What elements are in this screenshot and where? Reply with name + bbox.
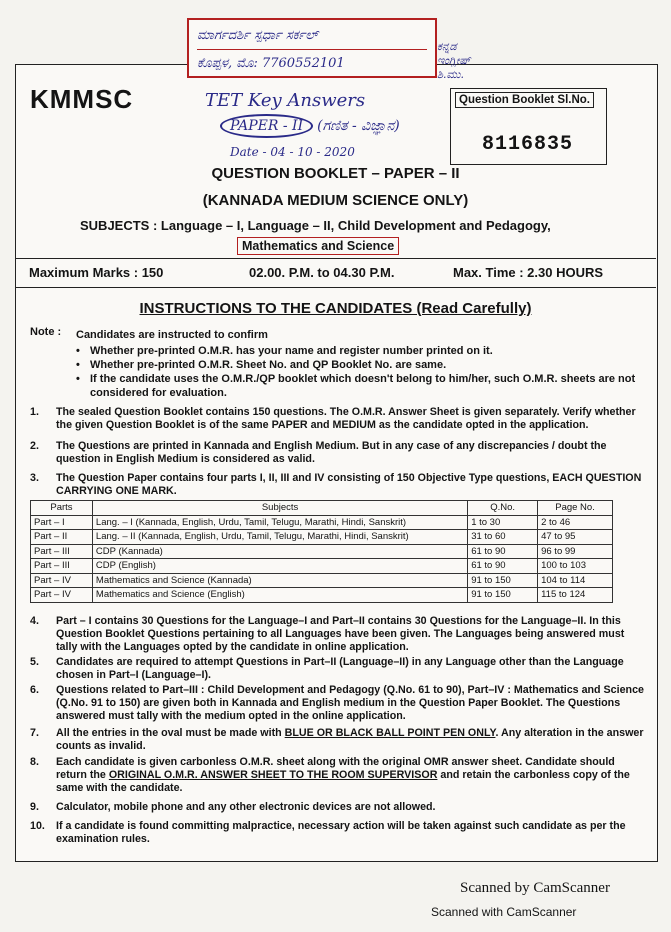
table-cell: 61 to 90 bbox=[468, 559, 538, 574]
stamp-side-2: ಇಂಗ್ಲೀಷ್ bbox=[437, 54, 471, 67]
table-cell: 96 to 99 bbox=[538, 544, 613, 559]
table-row bbox=[31, 515, 613, 530]
table-cell: 104 to 114 bbox=[538, 573, 613, 588]
table-cell: 2 to 46 bbox=[538, 515, 613, 530]
table-cell: Lang. – II (Kannada, English, Urdu, Tamil, Telugu, Marathi, Hindi, Sanskrit) bbox=[92, 530, 467, 545]
table-cell: Part – III bbox=[31, 544, 93, 559]
table-cell: Part – I bbox=[31, 515, 93, 530]
exam-info-bar bbox=[15, 258, 656, 288]
column-header: Parts bbox=[31, 501, 93, 516]
table-cell: 115 to 124 bbox=[538, 588, 613, 603]
note-lead: Candidates are instructed to confirm bbox=[76, 329, 268, 341]
instruction-text: . Any alteration in the answer counts as invalid. bbox=[56, 727, 644, 752]
handwritten-date: Date - 04 - 10 - 2020 bbox=[230, 145, 355, 159]
serial-number-label: Question Booklet Sl.No. bbox=[455, 92, 594, 108]
instruction-3: 3. The Question Paper contains four parts I, II, III and IV consisting of 150 Objective Type questions, EACH QUESTION CARRYING ONE MARK. bbox=[30, 472, 642, 497]
handwritten-paper-line bbox=[220, 118, 400, 134]
table-cell: Part – IV bbox=[31, 573, 93, 588]
instructions-heading bbox=[0, 300, 671, 317]
booklet-title: QUESTION BOOKLET – PAPER – II bbox=[211, 165, 460, 182]
scanned-with-watermark: Scanned with CamScanner bbox=[431, 905, 577, 919]
note-bullets bbox=[76, 344, 646, 400]
booklet-subtitle: (KANNADA MEDIUM SCIENCE ONLY) bbox=[202, 192, 469, 209]
list-item: • Whether pre-printed O.M.R. Sheet No. and QP Booklet No. are same. bbox=[76, 358, 646, 372]
table-cell: 1 to 30 bbox=[468, 515, 538, 530]
instruction-text: All the entries in the oval must be made with bbox=[56, 727, 285, 739]
instruction-underlined: BLUE OR BLACK BALL POINT PEN ONLY bbox=[284, 727, 496, 739]
instructions-heading-text: INSTRUCTIONS TO THE CANDIDATES (Read Carefully) bbox=[139, 300, 532, 317]
instruction-text: and retain the carbonless copy of the same with the candidate. bbox=[56, 769, 630, 794]
table-cell: Mathematics and Science (Kannada) bbox=[92, 573, 467, 588]
table-cell: 91 to 150 bbox=[468, 573, 538, 588]
table-cell: Part – II bbox=[31, 530, 93, 545]
instruction-1: 1. The sealed Question Booklet contains 150 questions. The O.M.R. Answer Sheet is given separately. Verify whether the given Question Booklet is of the same PAPER and MEDIUM as the candidate opted in the application. bbox=[30, 406, 636, 431]
instruction-2: 2. The Questions are printed in Kannada and English Medium. But in any case of any discrepancies / doubt the question in English Medium is considered as valid. bbox=[30, 440, 607, 465]
handwritten-paper: PAPER - II bbox=[220, 114, 313, 138]
table-row bbox=[31, 559, 613, 574]
handwritten-subject: (ಗಣಿತ - ವಿಜ್ಞಾನ) bbox=[317, 118, 400, 134]
instruction-6: 6. Questions related to Part–III : Child Development and Pedagogy (Q.No. 61 to 90), Part–IV : Mathematics and Science (Q.No. 91 to 150) are given both in Kannada and English medium in the Question Paper Booklet. The Questions answered must tally with the medium opted in the online application. bbox=[30, 684, 644, 722]
scanned-by-watermark: Scanned by CamScanner bbox=[460, 880, 610, 896]
brand-logo-text: KMMSC bbox=[30, 84, 134, 114]
instruction-9: 9. Calculator, mobile phone and any other electronic devices are not allowed. bbox=[30, 801, 436, 813]
publisher-stamp bbox=[187, 18, 437, 78]
table-cell: CDP (English) bbox=[92, 559, 467, 574]
instruction-10: 10. If a candidate is found committing malpractice, necessary action will be taken against such candidate as per the examination rules. bbox=[30, 820, 626, 845]
table-cell: 100 to 103 bbox=[538, 559, 613, 574]
stamp-side-1: ಕನ್ನಡ bbox=[437, 40, 457, 53]
table-header-row bbox=[31, 501, 613, 516]
instruction-5: 5. Candidates are required to attempt Questions in Part–II (Language–II) in any Language other than the Language chosen in Part–I (Language–I). bbox=[30, 656, 624, 681]
stamp-side-3: ಶಿ.ಮು. bbox=[437, 68, 464, 81]
table-cell: Part – III bbox=[31, 559, 93, 574]
table-row bbox=[31, 530, 613, 545]
instruction-4: 4. Part – I contains 30 Questions for the Language–I and Part–II contains 30 Questions for the Language–II. In this Question Booklet Questions pertaining to all Languages have been given. The Languages being answered must tally with the Languages opted by the candidate in online application. bbox=[30, 615, 625, 653]
instruction-7: 7. All the entries in the oval must be made with BLUE OR BLACK BALL POINT PEN ONLY. Any alteration in the answer counts as invalid. bbox=[30, 727, 644, 752]
table-cell: Part – IV bbox=[31, 588, 93, 603]
max-time: Max. Time : 2.30 HOURS bbox=[453, 265, 604, 280]
table-row bbox=[31, 573, 613, 588]
stamp-line-1: ಮಾರ್ಗದರ್ಶಿ ಸ್ಪರ್ಧಾ ಸರ್ಕಲ್ bbox=[197, 28, 318, 43]
parts-table bbox=[30, 500, 613, 603]
table-cell: 91 to 150 bbox=[468, 588, 538, 603]
stamp-side-text bbox=[437, 40, 471, 82]
table-cell: CDP (Kannada) bbox=[92, 544, 467, 559]
table-cell: 61 to 90 bbox=[468, 544, 538, 559]
handwritten-key-answers: TET Key Answers bbox=[205, 90, 366, 111]
table-row bbox=[31, 544, 613, 559]
table-row bbox=[31, 588, 613, 603]
table-cell: 47 to 95 bbox=[538, 530, 613, 545]
column-header: Subjects bbox=[92, 501, 467, 516]
instruction-underlined: ORIGINAL O.M.R. ANSWER SHEET TO THE ROOM SUPERVISOR bbox=[108, 769, 438, 781]
subjects-highlight: Mathematics and Science bbox=[237, 237, 399, 255]
table-cell: 31 to 60 bbox=[468, 530, 538, 545]
list-item: • If the candidate uses the O.M.R./QP booklet which doesn't belong to him/her, such O.M.R. sheets are not considered for evaluation. bbox=[76, 372, 646, 400]
note-label: Note : bbox=[30, 326, 62, 338]
instruction-8: 8. Each candidate is given carbonless O.M.R. sheet along with the original OMR answer sheet. Candidate should return the ORIGINAL O.M.R. ANSWER SHEET TO THE ROOM SUPERVISOR and retain the carbonless copy of the same with the candidate. bbox=[30, 756, 630, 794]
column-header: Page No. bbox=[538, 501, 613, 516]
stamp-line-2: ಕೊಪ್ಪಳ, ಮೊ: 7760552101 bbox=[197, 49, 427, 77]
table-cell: Mathematics and Science (English) bbox=[92, 588, 467, 603]
subjects-line: SUBJECTS : Language – I, Language – II, Child Development and Pedagogy, bbox=[80, 218, 551, 233]
list-item: • Whether pre-printed O.M.R. has your name and register number printed on it. bbox=[76, 344, 646, 358]
table-cell: Lang. – I (Kannada, English, Urdu, Tamil, Telugu, Marathi, Hindi, Sanskrit) bbox=[92, 515, 467, 530]
serial-number-value: 8116835 bbox=[482, 133, 574, 156]
column-header: Q.No. bbox=[468, 501, 538, 516]
instruction-text: Each candidate is given carbonless O.M.R. sheet along with the original OMR answer sheet. Candidate should return the bbox=[56, 756, 615, 781]
exam-time: 02.00. P.M. to 04.30 P.M. bbox=[249, 265, 395, 280]
max-marks: Maximum Marks : 150 bbox=[29, 265, 164, 280]
